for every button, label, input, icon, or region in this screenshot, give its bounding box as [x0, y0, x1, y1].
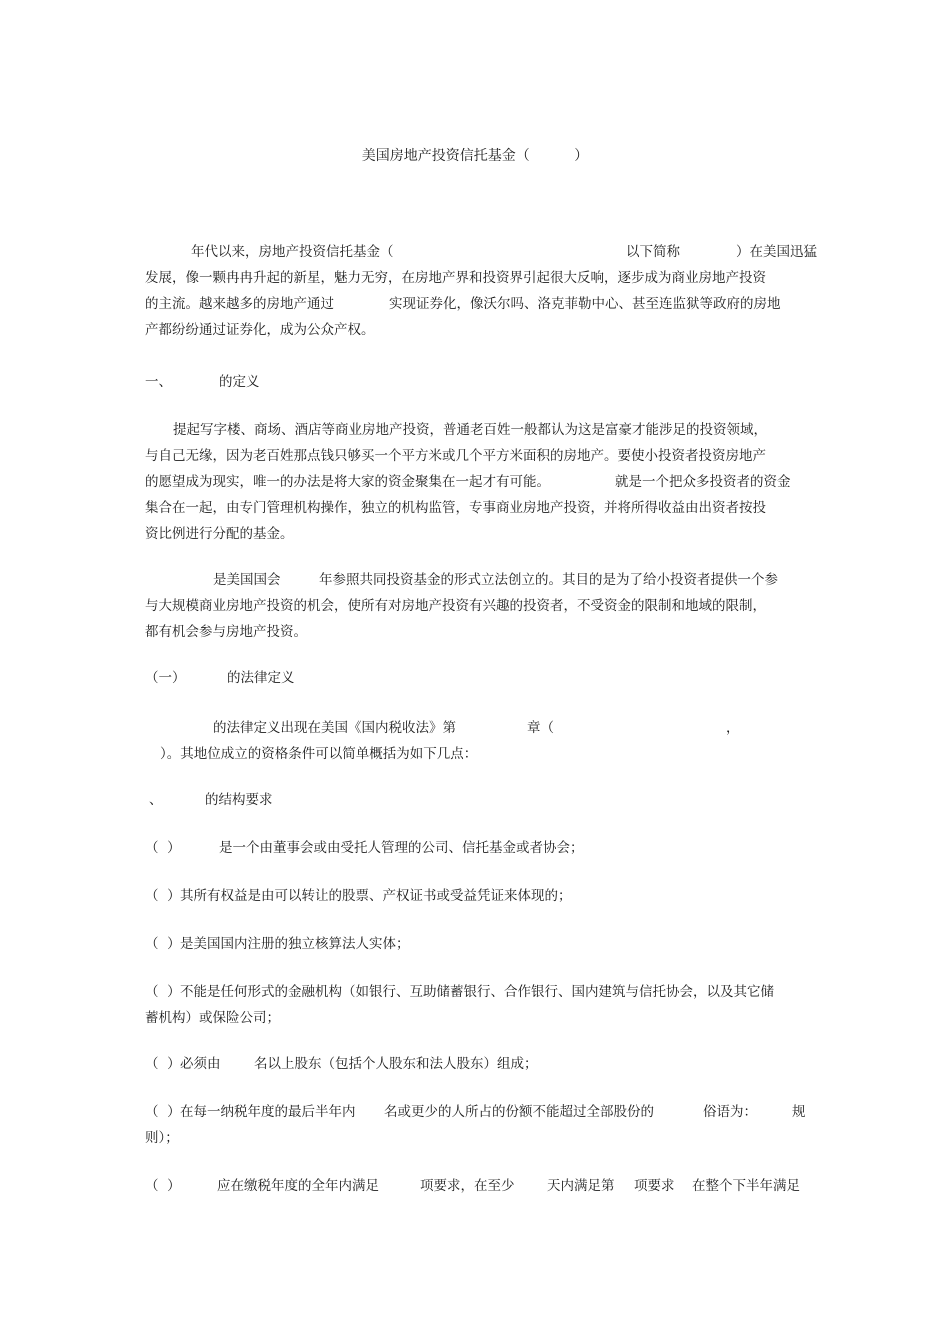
requirement-text: 其所有权益是由可以转让的股票、产权证书或受益凭证来体现的；	[180, 888, 572, 904]
intro-line-3a: 的主流。越来越多的房地产通过	[145, 296, 334, 312]
requirement-text-cont: 蓄机构）或保险公司；	[145, 1010, 280, 1026]
requirement-bullet: （ ）	[145, 1178, 181, 1194]
subsection1-para-line-1b: 章（	[527, 720, 554, 736]
requirement-text-4: 规	[792, 1104, 806, 1120]
requirement-text: 是一个由董事会或由受托人管理的公司、信托基金或者协会；	[219, 840, 584, 856]
intro-line-1c: ）在美国迅猛	[736, 244, 817, 260]
requirement-text-3: 天内满足第	[547, 1178, 615, 1194]
section1-heading: 的定义	[219, 374, 260, 390]
section1-para1-line-2: 与自己无缘，因为老百姓那点钱只够买一个平方米或几个平方米面积的房地产。要使小投资者投资房地产	[145, 448, 766, 464]
requirement-bullet: （ ）	[145, 984, 181, 1000]
intro-line-1b: 以下简称	[626, 244, 680, 260]
subsection1-number: （一）	[145, 670, 186, 686]
requirement-text-cont: 则）；	[145, 1130, 179, 1146]
requirement-text: 在每一纳税年度的最后半年内	[180, 1104, 356, 1120]
requirement-text-2: 名或更少的人所占的份额不能超过全部股份的	[384, 1104, 654, 1120]
subsection1-para-line-2: ）。其地位成立的资格条件可以简单概括为如下几点：	[160, 746, 478, 762]
intro-line-3b: 实现证券化，像沃尔吗、洛克菲勒中心、甚至连监狱等政府的房地	[389, 296, 781, 312]
requirement-bullet: （ ）	[145, 840, 181, 856]
requirement-text: 应在缴税年度的全年内满足	[217, 1178, 379, 1194]
requirement-bullet: （ ）	[145, 936, 181, 952]
section1-para1-line-5: 资比例进行分配的基金。	[145, 526, 294, 542]
intro-line-2: 发展，像一颗冉冉升起的新星，魅力无穷，在房地产界和投资界引起很大反响，逐步成为商业房地产投资	[145, 270, 766, 286]
intro-line-4: 产都纷纷通过证券化，成为公众产权。	[145, 322, 375, 338]
structure-number: 、	[149, 792, 163, 808]
requirement-text-3: 俗语为：	[703, 1104, 757, 1120]
subsection1-heading: 的法律定义	[227, 670, 295, 686]
requirement-text-4: 项要求	[634, 1178, 675, 1194]
requirement-text: 不能是任何形式的金融机构（如银行、互助储蓄银行、合作银行、国内建筑与信托协会，以及其它储	[180, 984, 774, 1000]
section1-number: 一、	[145, 374, 172, 390]
requirement-bullet: （ ）	[145, 888, 181, 904]
section1-para1-line-4: 集合在一起，由专门管理机构操作，独立的机构监管，专事商业房地产投资，并将所得收益由出资者按投	[145, 500, 766, 516]
requirement-text-5: 在整个下半年满足	[692, 1178, 800, 1194]
requirement-text-2: 名以上股东（包括个人股东和法人股东）组成；	[254, 1056, 538, 1072]
section1-para1-line-1: 提起写字楼、商场、酒店等商业房地产投资，普通老百姓一般都认为这是富豪才能涉足的投资领域，	[173, 422, 767, 438]
requirement-text: 必须由	[180, 1056, 221, 1072]
section1-para1-line-3a: 的愿望成为现实，唯一的办法是将大家的资金聚集在一起才有可能。	[145, 474, 550, 490]
section1-para2-line-1b: 年参照共同投资基金的形式立法创立的。其目的是为了给小投资者提供一个参	[319, 572, 778, 588]
section1-para2-line-2: 与大规模商业房地产投资的机会，使所有对房地产投资有兴趣的投资者，不受资金的限制和地域的限制，	[145, 598, 766, 614]
section1-para2-line-1a: 是美国国会	[213, 572, 281, 588]
requirement-text: 是美国国内注册的独立核算法人实体；	[180, 936, 410, 952]
structure-heading: 的结构要求	[205, 792, 273, 808]
subsection1-para-line-1a: 的法律定义出现在美国《国内税收法》第	[213, 720, 456, 736]
subsection1-para-line-1c: ，	[726, 720, 740, 736]
requirement-bullet: （ ）	[145, 1056, 181, 1072]
section1-para2-line-3: 都有机会参与房地产投资。	[145, 624, 307, 640]
intro-line-1a: 年代以来，房地产投资信托基金（	[191, 244, 394, 260]
document-title: 美国房地产投资信托基金（ ）	[361, 148, 589, 164]
requirement-bullet: （ ）	[145, 1104, 181, 1120]
requirement-text-2: 项要求，在至少	[420, 1178, 515, 1194]
section1-para1-line-3b: 就是一个把众多投资者的资金	[615, 474, 791, 490]
